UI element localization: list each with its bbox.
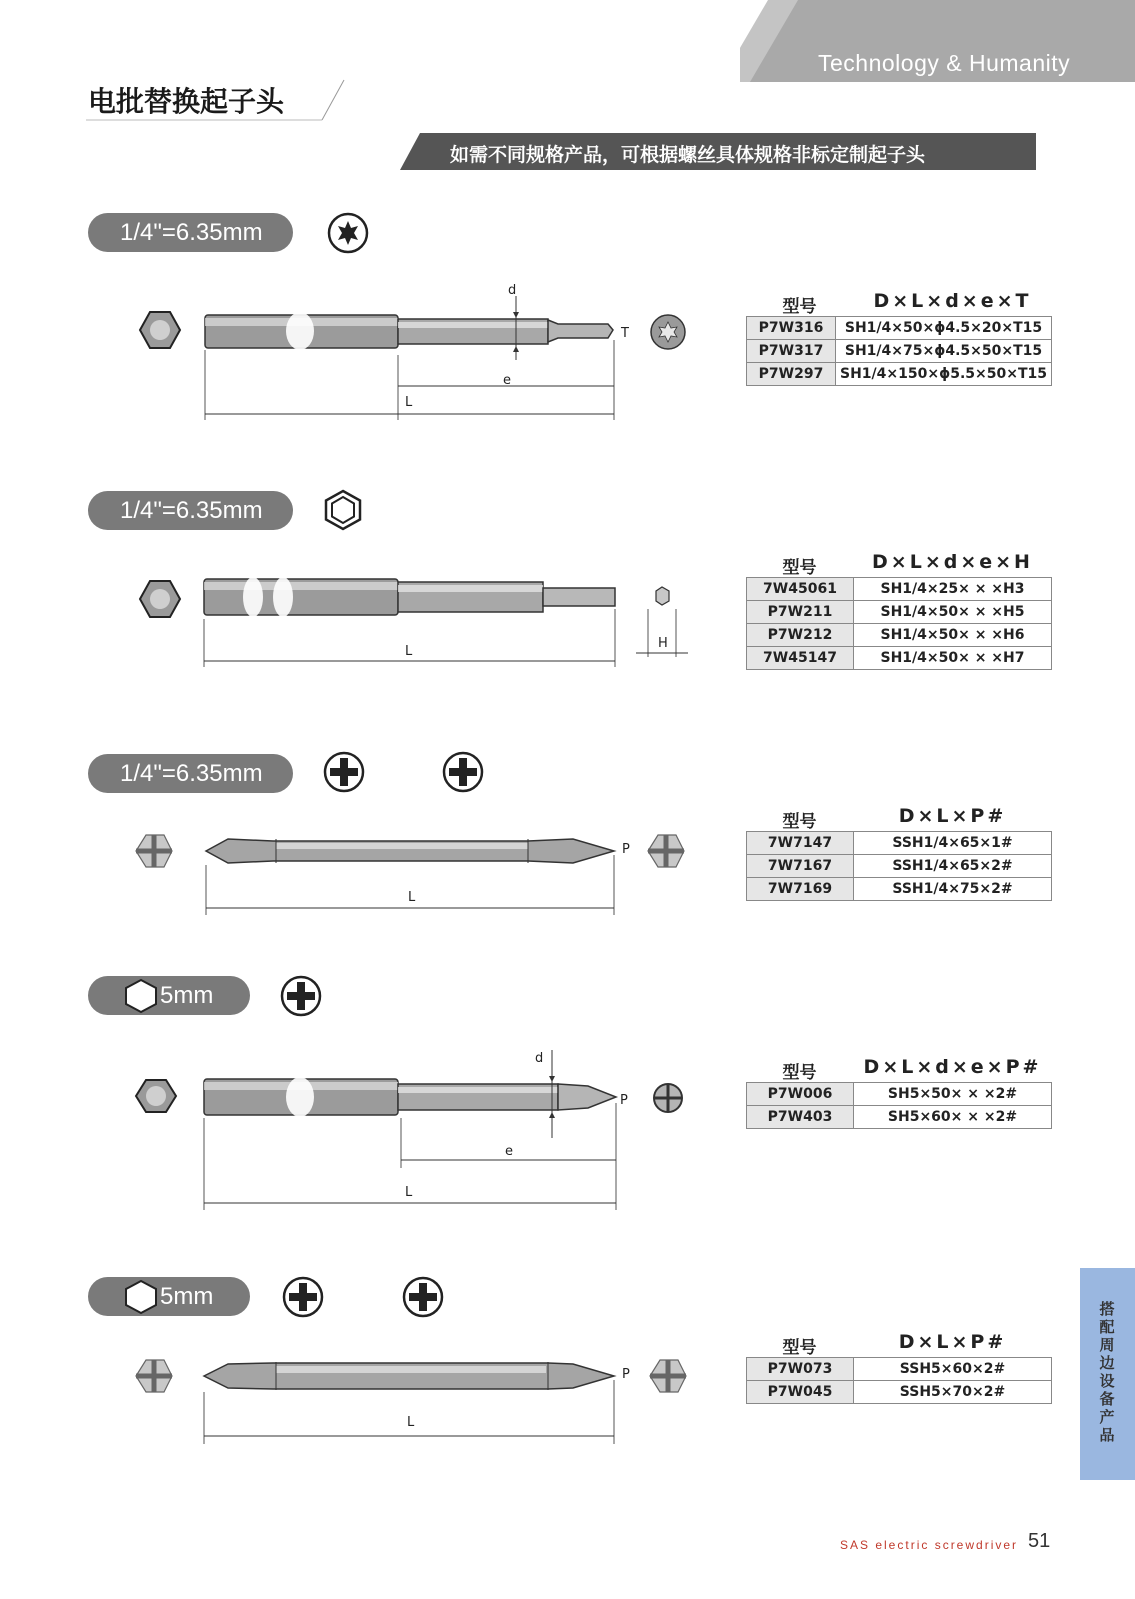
table-row: P7W045 SSH5×70×2# (747, 1381, 1052, 1404)
dim-label-e: e (505, 1144, 513, 1159)
table-row: P7W212 SH1/4×50× × ×H6 (747, 624, 1052, 647)
table-row: 7W7167 SSH1/4×65×2# (747, 855, 1052, 878)
torx-icon (327, 212, 369, 254)
bit-drawing-phillips-double (128, 825, 698, 920)
hex-socket-icon (322, 489, 364, 531)
table-row: P7W317 SH1/4×75×ϕ4.5×50×T15 (747, 340, 1052, 363)
dim-label-l: L (407, 1415, 415, 1430)
footer-brand: SAS electric screwdriver (840, 1538, 1019, 1552)
table-row: P7W211 SH1/4×50× × ×H5 (747, 601, 1052, 624)
dim-label-l: L (405, 1185, 413, 1200)
hex-shank-icon (124, 1279, 158, 1315)
phillips-icon (442, 751, 484, 793)
bit-drawing-phillips-5mm (128, 1048, 698, 1213)
spec-pill: 5mm (88, 1277, 250, 1316)
table-row: 7W45061 SH1/4×25× × ×H3 (747, 578, 1052, 601)
bit-drawing-torx (128, 280, 698, 425)
spec-pill: 1/4"=6.35mm (88, 213, 293, 252)
dim-label-p: P (620, 1093, 628, 1108)
dim-label-l: L (405, 395, 413, 410)
tagline: Technology & Humanity (818, 50, 1071, 76)
col-dims: D×L×d×e×T (873, 290, 1032, 312)
spec-table-1 (746, 290, 1052, 386)
table-row: 7W45147 SH1/4×50× × ×H7 (747, 647, 1052, 670)
dim-label-p: P (622, 842, 630, 857)
spec-pill: 1/4"=6.35mm (88, 491, 293, 530)
phillips-icon (280, 975, 322, 1017)
spec-pill: 5mm (88, 976, 250, 1015)
bit-drawing-phillips-5mm-double (128, 1348, 698, 1448)
table-row: P7W403 SH5×60× × ×2# (747, 1106, 1052, 1129)
spec-table-4: 型号 D×L×d×e×P# P7W006 SH5×50× × ×2# P7W403 SH5×60× × ×2# (746, 1056, 1052, 1129)
dim-label-l: L (405, 644, 413, 659)
phillips-icon (402, 1276, 444, 1318)
table-row: P7W316 SH1/4×50×ϕ4.5×20×T15 (747, 317, 1052, 340)
spec-table-5: 型号 D×L×P# P7W073 SSH5×60×2# P7W045 SSH5×70×2# (746, 1331, 1052, 1404)
page-title: 电批替换起子头 (88, 85, 285, 118)
dim-label-d: d (508, 283, 517, 298)
phillips-icon (282, 1276, 324, 1318)
spec-table-2: 型号 D×L×d×e×H 7W45061 SH1/4×25× × ×H3 P7W211 SH1/4×50× × ×H5 P7W212 SH1/4×50× × ×H6 7W45147 SH1/4×50× × ×H7 (746, 551, 1052, 670)
side-tab-label[interactable]: 搭配周边设备产品 (1099, 1300, 1115, 1444)
table-row: P7W073 SSH5×60×2# (747, 1358, 1052, 1381)
dim-label-e: e (503, 373, 511, 388)
spec-table-3: 型号 D×L×P# 7W7147 SSH1/4×65×1# 7W7167 SSH1/4×65×2# 7W7169 SSH1/4×75×2# (746, 805, 1052, 901)
table-row: 7W7147 SSH1/4×65×1# (747, 832, 1052, 855)
page-number: 51 (1028, 1530, 1051, 1552)
dim-label-h: H (658, 636, 668, 651)
dim-label-p: P (622, 1367, 630, 1382)
dim-label-d: d (535, 1051, 544, 1066)
col-model: 型号 (782, 297, 817, 317)
table-row: P7W297 SH1/4×150×ϕ5.5×50×T15 (747, 363, 1052, 386)
bit-drawing-hex (128, 565, 698, 670)
spec-pill: 1/4"=6.35mm (88, 754, 293, 793)
hex-shank-icon (124, 978, 158, 1014)
table-row: P7W006 SH5×50× × ×2# (747, 1083, 1052, 1106)
phillips-icon (323, 751, 365, 793)
dim-label-t: T (621, 326, 629, 341)
notice-text: 如需不同规格产品，可根据螺丝具体规格非标定制起子头 (450, 144, 926, 166)
table-row: 7W7169 SSH1/4×75×2# (747, 878, 1052, 901)
dim-label-l: L (408, 890, 416, 905)
